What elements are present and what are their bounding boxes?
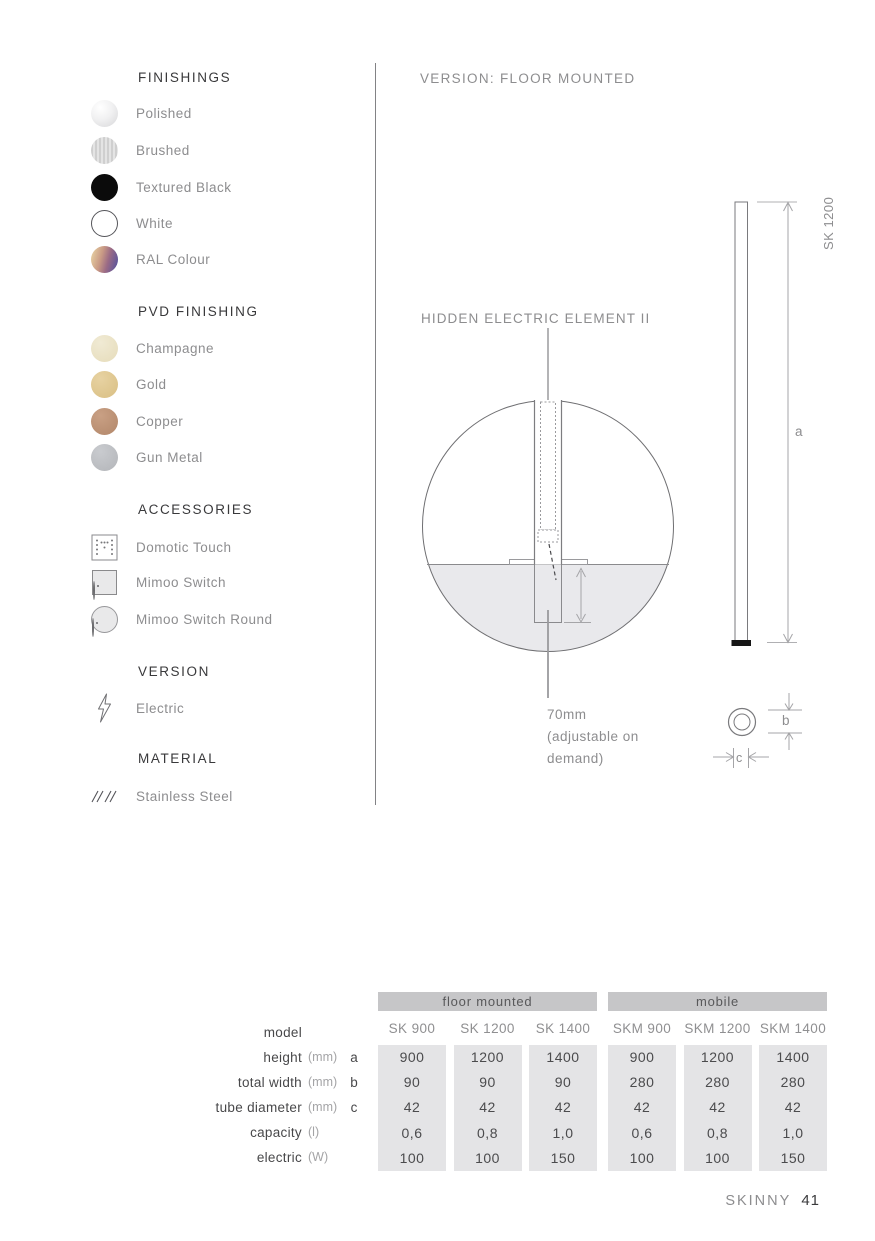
table-column-skm900: 900 280 42 0,6 100 bbox=[608, 1045, 676, 1171]
legend-item-white bbox=[90, 209, 173, 237]
legend-item-champagne bbox=[90, 334, 214, 362]
gun-metal-swatch-icon bbox=[90, 443, 118, 471]
version-heading: VERSION bbox=[138, 664, 210, 679]
legend-label: White bbox=[136, 215, 174, 231]
drawing-callout: HIDDEN ELECTRIC ELEMENT II bbox=[421, 311, 651, 326]
dim-c-label: c bbox=[736, 751, 743, 765]
accessories-heading: ACCESSORIES bbox=[138, 502, 254, 517]
legend-label: Mimoo Switch bbox=[136, 574, 227, 590]
legend-item-ral-colour bbox=[90, 245, 210, 273]
legend-item-stainless-steel bbox=[90, 782, 233, 810]
legend-label: Champagne bbox=[136, 340, 215, 356]
legend-label: Brushed bbox=[136, 142, 190, 158]
page-footer bbox=[660, 1192, 820, 1210]
legend-label: Textured Black bbox=[136, 179, 232, 195]
dim-a-label: a bbox=[795, 424, 804, 439]
legend-label: Gold bbox=[136, 376, 167, 392]
mimoo-switch-round-icon bbox=[90, 605, 118, 633]
table-column-skm1200: 1200 280 42 0,8 100 bbox=[684, 1045, 752, 1171]
mimoo-switch-icon bbox=[90, 568, 118, 596]
table-row-label-total-width: total width (mm) b bbox=[237, 1074, 358, 1090]
model-header: SK 900 bbox=[388, 1021, 436, 1036]
legend-item-mimoo-switch bbox=[90, 568, 226, 596]
group-header-floor-mounted: floor mounted bbox=[378, 992, 597, 1011]
legend-item-electric bbox=[90, 694, 184, 722]
note-line-3: demand) bbox=[547, 751, 604, 766]
table-column-sk1400: 1400 90 42 1,0 150 bbox=[529, 1045, 597, 1171]
page-number: 41 bbox=[801, 1192, 820, 1209]
legend-item-mimoo-switch-round bbox=[90, 605, 273, 633]
domotic-touch-icon bbox=[90, 533, 118, 561]
table-column-skm1400: 1400 280 42 1,0 150 bbox=[759, 1045, 827, 1171]
group-header-mobile: mobile bbox=[608, 992, 827, 1011]
legend-label: Gun Metal bbox=[136, 449, 203, 465]
legend-label: Polished bbox=[136, 105, 192, 121]
legend-label: Stainless Steel bbox=[136, 788, 233, 804]
table-row-label-model: model bbox=[263, 1024, 302, 1040]
polished-swatch-icon bbox=[90, 99, 118, 127]
hatch-lines-icon bbox=[90, 782, 118, 810]
legend-label: Electric bbox=[136, 700, 185, 716]
model-header: SKM 900 bbox=[612, 1021, 672, 1036]
table-row-label-electric: electric (W) bbox=[256, 1149, 329, 1165]
textured-black-swatch-icon bbox=[90, 173, 118, 201]
pvd-heading: PVD FINISHING bbox=[138, 304, 259, 319]
model-header: SKM 1200 bbox=[684, 1021, 751, 1036]
legend-label: RAL Colour bbox=[136, 251, 211, 267]
brushed-swatch-icon bbox=[90, 136, 118, 164]
product-code-label: SK 1200 bbox=[821, 196, 836, 250]
ral-colour-swatch-icon bbox=[90, 245, 118, 273]
table-row-label-capacity: capacity (l) bbox=[250, 1124, 320, 1140]
legend-item-polished bbox=[90, 99, 192, 127]
legend-item-domotic-touch bbox=[90, 533, 232, 561]
legend-item-brushed bbox=[90, 136, 190, 164]
lightning-bolt-icon bbox=[90, 694, 118, 722]
legend-label: Copper bbox=[136, 413, 184, 429]
note-line-2: (adjustable on bbox=[547, 729, 639, 744]
product-name: SKINNY bbox=[725, 1193, 792, 1209]
model-header: SK 1400 bbox=[535, 1021, 591, 1036]
dim-b-label: b bbox=[782, 713, 791, 728]
champagne-swatch-icon bbox=[90, 334, 118, 362]
finishings-heading: FINISHINGS bbox=[138, 70, 232, 85]
note-line-1: 70mm bbox=[547, 707, 587, 722]
legend-item-copper bbox=[90, 407, 183, 435]
gold-swatch-icon bbox=[90, 370, 118, 398]
table-column-sk900: 900 90 42 0,6 100 bbox=[378, 1045, 446, 1171]
legend-item-gold bbox=[90, 370, 167, 398]
white-swatch-icon bbox=[90, 209, 118, 237]
legend-label: Mimoo Switch Round bbox=[136, 611, 273, 627]
model-header: SKM 1400 bbox=[759, 1021, 827, 1036]
table-column-sk1200: 1200 90 42 0,8 100 bbox=[454, 1045, 522, 1171]
drawing-title: VERSION: FLOOR MOUNTED bbox=[420, 71, 636, 86]
table-row-label-tube-diameter: tube diameter (mm) c bbox=[215, 1099, 358, 1115]
legend-item-textured-black bbox=[90, 173, 232, 201]
copper-swatch-icon bbox=[90, 407, 118, 435]
legend-label: Domotic Touch bbox=[136, 539, 232, 555]
material-heading: MATERIAL bbox=[138, 751, 218, 766]
model-header: SK 1200 bbox=[460, 1021, 515, 1036]
adjustable-note bbox=[547, 704, 639, 770]
legend-item-gun-metal bbox=[90, 443, 203, 471]
table-row-label-height: height (mm) a bbox=[263, 1049, 358, 1065]
